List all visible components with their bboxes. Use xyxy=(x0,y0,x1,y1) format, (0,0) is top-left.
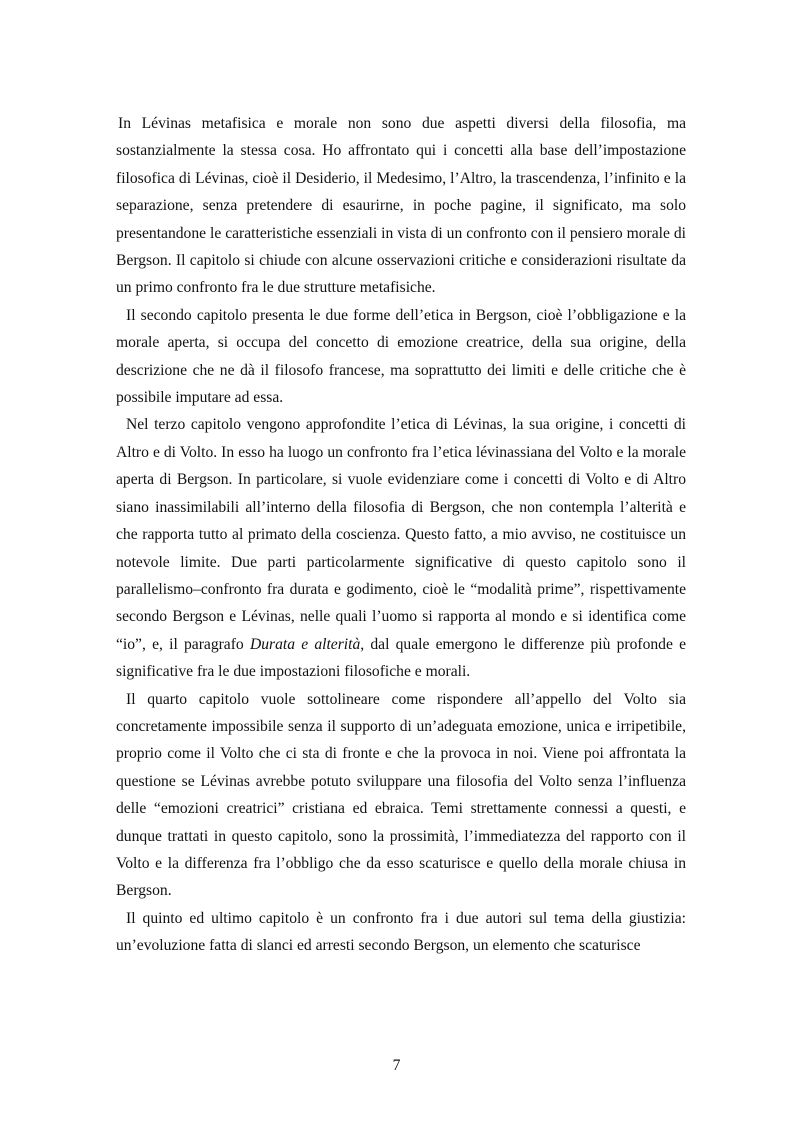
text-run: In Lévinas metafisica e morale non sono due aspetti diversi della filosofia, ma sostanzialmente la stessa cosa. Ho affrontato qui i concetti alla base dell’impostazione filosofica di Lévinas, cioè il Desiderio, il Medesimo, l’Altro, la trascendenza, l’infinito e la separazione, senza pretendere di esaurirne, in poche pagine, il significato, ma solo presentandone le caratteristiche essenziali in vista di un confronto con il pensiero morale di Bergson. Il capitolo si chiude con alcune osservazioni critiche e considerazioni risultate da un primo confronto fra le due strutture metafisiche. xyxy=(116,115,686,297)
text-run: Il quarto capitolo vuole sottolineare come rispondere all’appello del Volto sia concretamente impossibile senza il supporto di un’adeguata emozione, unica e irripetibile, proprio come il Volto che ci sta di fronte e che la provoca in noi. Viene poi affrontata la questione se Lévinas avrebbe potuto sviluppare una filosofia del Volto senza l’influenza delle “emozioni creatrici” cristiana ed ebraica. Temi strettamente connessi a questi, e dunque trattati in questo capitolo, sono la prossimità, l’immediatezza del rapporto con il Volto e la differenza fra l’obbligo che da esso scaturisce e quello della morale chiusa in Bergson. xyxy=(116,690,686,900)
paragraph-3 xyxy=(116,411,686,685)
text-run: Il quinto ed ultimo capitolo è un confronto fra i due autori sul tema della giustizia: un’evoluzione fatta di slanci ed arresti secondo Bergson, un elemento che scaturisce xyxy=(116,909,686,955)
body-text xyxy=(116,110,686,960)
text-run: Nel terzo capitolo vengono approfondite l’etica di Lévinas, la sua origine, i concetti di Altro e di Volto. In esso ha luogo un confronto fra l’etica lévinassiana del Volto e la morale aperta di Bergson. In particolare, si vuole evidenziare come i concetti di Volto e di Altro siano inassimilabili all’interno della filosofia di Bergson, che non contempla l’alterità e che rapporta tutto al primato della coscienza. Questo fatto, a mio avviso, ne costituisce un notevole limite. Due parti particolarmente significative di questo capitolo sono il parallelismo–confronto fra durata e godimento, cioè le “modalità prime”, rispettivamente secondo Bergson e Lévinas, nelle quali l’uomo si rapporta al mondo e si identifica come “io”, e, il paragrafo xyxy=(116,416,686,653)
italic-text-run: Durata e alterità xyxy=(249,635,361,653)
paragraph-4 xyxy=(116,686,686,905)
paragraph-2 xyxy=(116,302,686,412)
text-run: , dal quale emergono le differenze più profonde e significative fra le due impostazioni filosofiche e morali. xyxy=(116,635,687,681)
page-number: 7 xyxy=(392,1057,401,1074)
paragraph-5 xyxy=(116,905,686,960)
text-run: Il secondo capitolo presenta le due forme dell’etica in Bergson, cioè l’obbligazione e la morale aperta, si occupa del concetto di emozione creatrice, della sua origine, della descrizione che ne dà il filosofo francese, ma soprattutto dei limiti e delle critiche che è possibile imputare ad essa. xyxy=(116,306,686,407)
paragraph-1 xyxy=(116,110,686,302)
